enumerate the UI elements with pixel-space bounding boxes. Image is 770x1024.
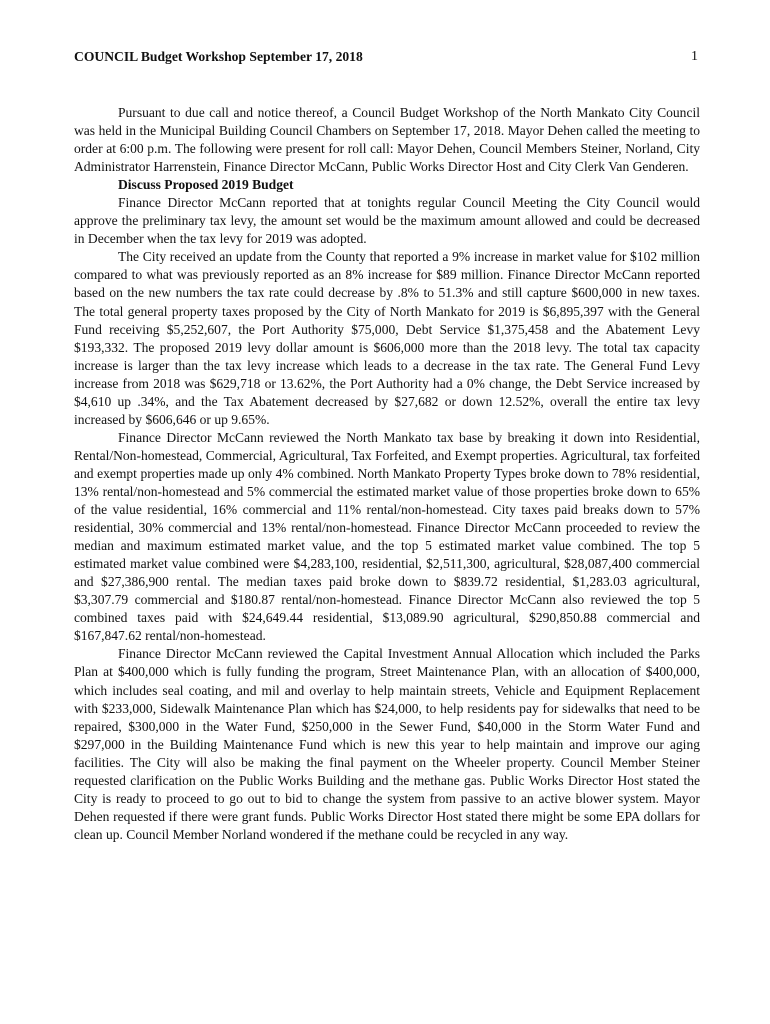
- page-header: [74, 47, 698, 67]
- section-heading: Discuss Proposed 2019 Budget: [118, 177, 294, 193]
- minutes-body: [74, 104, 700, 844]
- budget-paragraph-4: Finance Director McCann reviewed the Capital Investment Annual Allocation which included the Parks Plan at $400,000 which is fully funding the program, Street Maintenance Plan, with an allocation of $400,000, which includes seal coating, and mil and overlay to help maintain streets, Vehicle and Equipment Replacement with $233,000, Sidewalk Maintenance Plan which has $24,000, to help residents pay for sidewalks that need to be repaired, $300,000 in the Water Fund, $250,000 in the Sewer Fund, $40,000 in the Storm Water Fund and $297,000 in the Building Maintenance Fund which is new this year to help maintain and improve our aging facilities. The City will also be making the final payment on the Wheeler property. Council Member Steiner requested clarification on the Public Works Building and the methane gas. Public Works Director Host stated the City is ready to proceed to go out to bid to change the system from passive to an active blower system. Mayor Dehen requested if there were grant funds. Public Works Director Host stated there might be some EPA dollars for clean up. Council Member Norland wondered if the methane could be recycled in any way.: [74, 646, 700, 842]
- document-title: COUNCIL Budget Workshop September 17, 2018: [74, 49, 363, 64]
- budget-paragraph-2: The City received an update from the County that reported a 9% increase in market value for $102 million compared to what was previously reported as an 8% increase for $89 million. Finance Director McCann reported based on the new numbers the tax rate could decrease by .8% to 51.3% and still capture $600,000 in new taxes. The total general property taxes proposed by the City of North Mankato for 2019 is $6,895,397 with the General Fund receiving $5,252,607, the Port Authority $75,000, Debt Service $1,375,458 and the Abatement Levy $193,332. The proposed 2019 levy dollar amount is $606,000 more than the 2018 levy. The total tax capacity increase is larger than the tax levy increase which leads to a decrease in the tax rate. The General Fund Levy increase from 2018 was $629,718 or 13.62%, the Port Authority had a 0% change, the Debt Service increased by $4,610 up .34%, and the Tax Abatement decreased by $27,682 or down 12.52%, overall the entire tax levy increased by $606,646 or up 9.65%.: [74, 249, 700, 427]
- page-number: 1: [691, 49, 698, 64]
- intro-paragraph: Pursuant to due call and notice thereof, a Council Budget Workshop of the North Mankato City Council was held in the Municipal Building Council Chambers on September 17, 2018. Mayor Dehen called the meeting to order at 6:00 p.m. The following were present for roll call: Mayor Dehen, Council Members Steiner, Norland, City Administrator Harrenstein, Finance Director McCann, Public Works Director Host and City Clerk Van Genderen.: [74, 105, 700, 175]
- budget-paragraph-1: Finance Director McCann reported that at tonights regular Council Meeting the City Council would approve the preliminary tax levy, the amount set would be the maximum amount allowed and could be decreased in December when the tax levy for 2019 was adopted.: [74, 195, 700, 247]
- budget-paragraph-3: Finance Director McCann reviewed the North Mankato tax base by breaking it down into Residential, Rental/Non-homestead, Commercial, Agricultural, Tax Forfeited, and Exempt properties. Agricultural, tax forfeited and exempt properties made up only 4% combined. North Mankato Property Types broke down to 78% residential, 13% rental/non-homestead and 5% commercial the estimated market value of those properties broke down to 65% of the value residential, 16% commercial and 11% rental/non-homestead. City taxes paid breaks down to 57% residential, 30% commercial and 13% rental/non-homestead. Finance Director McCann proceeded to review the median and maximum estimated market value, and the top 5 estimated market value combined. The top 5 estimated market value combined were $4,283,100, residential, $2,511,300, agricultural, $28,087,400 commercial and $27,386,900 rental. The median taxes paid broke down to $839.72 residential, $1,283.03 agricultural, $3,307.79 commercial and $180.87 rental/non-homestead. Finance Director McCann also reviewed the top 5 combined taxes paid with $24,649.44 residential, $13,089.90 agricultural, $290,850.88 commercial and $167,847.62 rental/non-homestead.: [74, 429, 700, 644]
